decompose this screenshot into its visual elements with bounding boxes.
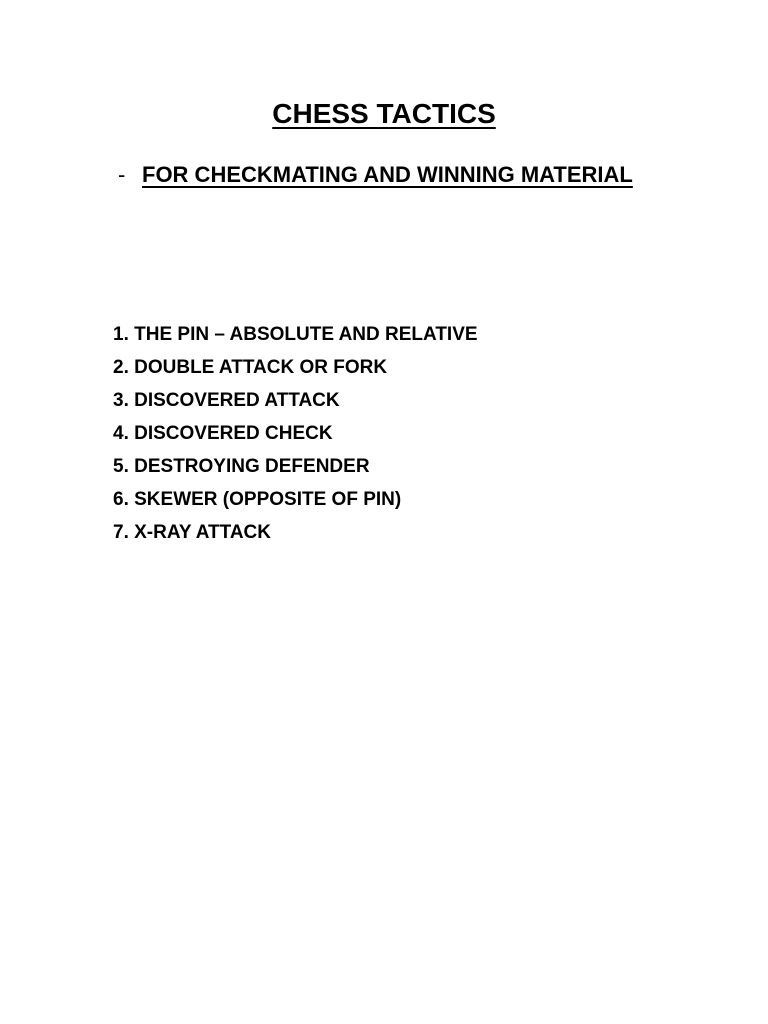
list-item: 1. THE PIN – ABSOLUTE AND RELATIVE <box>113 324 478 345</box>
document-title <box>0 96 768 132</box>
subtitle-row <box>118 160 633 190</box>
document-title-text: CHESS TACTICS <box>272 98 496 129</box>
document-subtitle: FOR CHECKMATING AND WINNING MATERIAL <box>142 162 633 187</box>
tactics-list <box>113 318 478 549</box>
list-item: 7. X-RAY ATTACK <box>113 522 272 543</box>
subtitle-dash: - <box>118 162 126 187</box>
list-item: 5. DESTROYING DEFENDER <box>113 456 370 477</box>
list-item: 4. DISCOVERED CHECK <box>113 423 333 444</box>
list-item: 6. SKEWER (OPPOSITE OF PIN) <box>113 489 402 510</box>
list-item: 3. DISCOVERED ATTACK <box>113 390 340 411</box>
list-item: 2. DOUBLE ATTACK OR FORK <box>113 357 388 378</box>
